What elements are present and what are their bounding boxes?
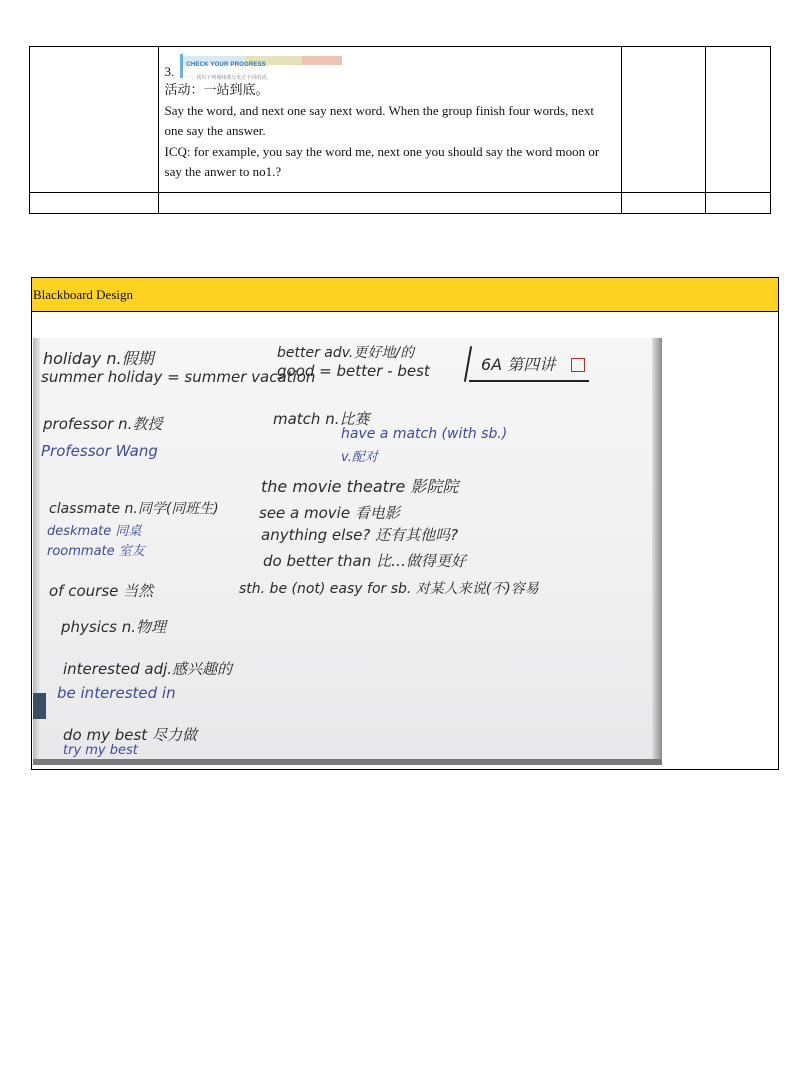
- note-movie-theatre: the movie theatre 影院院: [261, 477, 459, 496]
- note-better: better adv.更好地/的: [277, 345, 415, 361]
- note-try-my-best: try my best: [63, 743, 138, 758]
- empty-cell: [30, 192, 159, 213]
- note-match: match n.比赛: [273, 410, 370, 428]
- blackboard-header: [32, 278, 778, 312]
- note-be-interested-in: be interested in: [57, 684, 176, 702]
- lesson-tag: 6A 第四讲: [481, 355, 556, 374]
- empty-cell: [30, 47, 159, 193]
- note-roommate: roommate 室友: [47, 544, 145, 559]
- blackboard-title: Blackboard Design: [33, 286, 134, 302]
- note-classmate: classmate n.同学(同班生): [49, 501, 219, 517]
- note-deskmate: deskmate 同桌: [47, 524, 142, 539]
- note-have-a-match: have a match (with sb.): [341, 426, 508, 442]
- lesson-table: [29, 46, 771, 214]
- note-interested: interested adj.感兴趣的: [63, 660, 233, 678]
- note-professor-wang: Professor Wang: [41, 442, 158, 460]
- empty-cell: [706, 47, 771, 193]
- blackboard-photo: [33, 338, 662, 765]
- note-holiday: holiday n.假期: [43, 349, 154, 368]
- note-do-better-than: do better than 比…做得更好: [263, 552, 466, 570]
- activity-instruction: Say the word, and next one say next word. When the group finish four words, next one say the answer.: [164, 102, 594, 138]
- empty-cell: [621, 192, 706, 213]
- icq-text: ICQ: for example, you say the word me, next one you should say the word moon or say the anwer to no1.?: [164, 143, 600, 179]
- thumbnail-subtitle: 一、找出下列划线部分发音不同的词。: [186, 75, 272, 81]
- thumbnail-label: CHECK YOUR PROGRESS: [186, 62, 266, 68]
- note-professor: professor n.教授: [43, 415, 163, 433]
- blackboard-design-box: [31, 277, 779, 770]
- note-summer-holiday: summer holiday = summer vacation: [41, 368, 316, 386]
- activity-cell: [158, 47, 621, 193]
- activity-title: 活动：一站到底。: [164, 82, 269, 97]
- empty-cell: [158, 192, 621, 213]
- note-verb-match: v.配对: [341, 450, 378, 465]
- note-easy-for: sth. be (not) easy for sb. 对某人来说(不)容易: [239, 581, 539, 597]
- empty-cell: [621, 47, 706, 193]
- note-anything-else: anything else? 还有其他吗?: [261, 526, 459, 544]
- note-of-course: of course 当然: [49, 582, 154, 600]
- step-number: 3.: [164, 64, 175, 79]
- note-good-better-best: good = better - best: [277, 362, 430, 380]
- note-physics: physics n.物理: [61, 618, 166, 636]
- check-progress-thumbnail: [180, 54, 342, 81]
- note-see-a-movie: see a movie 看电影: [259, 504, 400, 522]
- note-do-my-best: do my best 尽力做: [63, 726, 197, 744]
- empty-cell: [706, 192, 771, 213]
